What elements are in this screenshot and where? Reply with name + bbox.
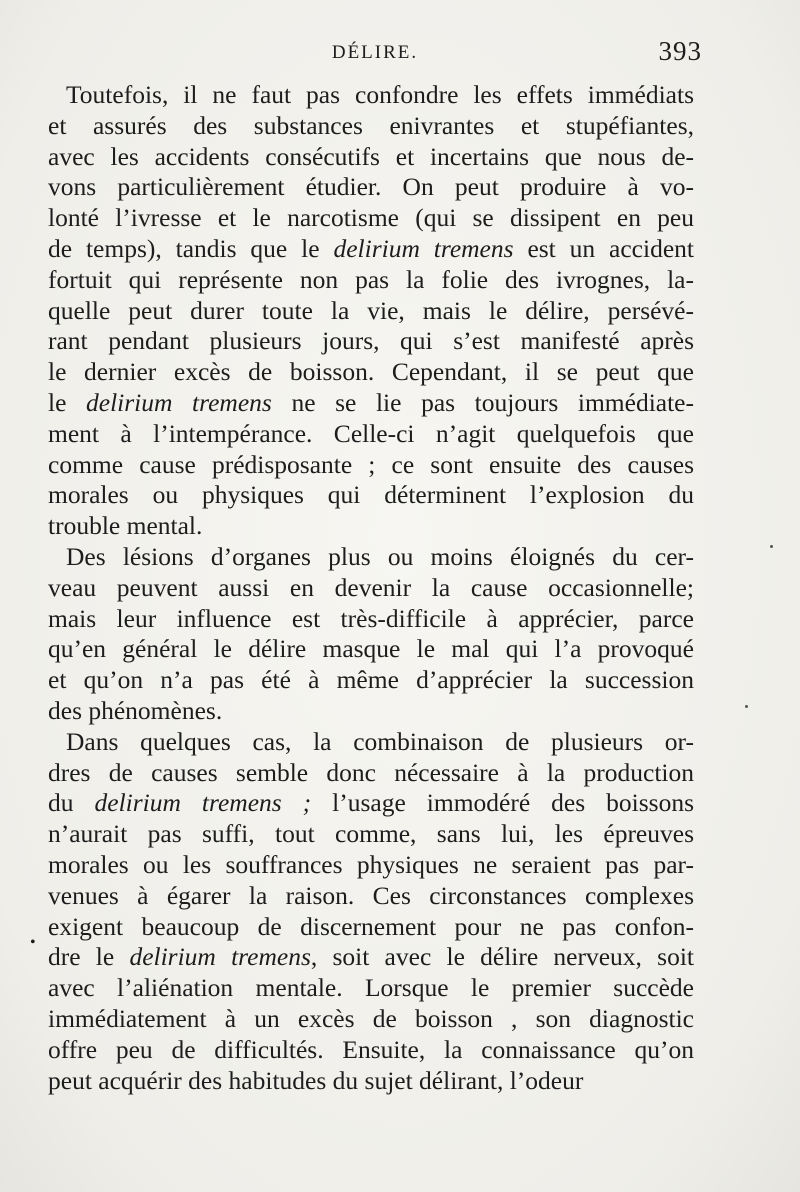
text-line xyxy=(48,850,694,881)
text-line xyxy=(48,357,694,388)
text-line xyxy=(48,419,694,450)
text-line xyxy=(48,573,694,604)
text-line xyxy=(48,1035,694,1066)
text-line xyxy=(48,296,694,327)
text-line xyxy=(48,326,694,357)
text-segment: lonté l’ivresse et le narcotisme (qui se dissipent en peu xyxy=(48,203,694,233)
text-segment: ment à l’intempérance. Celle-ci n’agit quelquefois que xyxy=(48,418,694,448)
text-segment: veau peuvent aussi en devenir la cause occasionnelle; xyxy=(48,572,694,602)
text-line xyxy=(48,450,694,481)
text-segment: n’aurait pas suffi, tout comme, sans lui, les épreuves xyxy=(48,819,694,849)
text-line xyxy=(48,788,694,819)
text-segment: avec l’aliénation mentale. Lorsque le premier succède xyxy=(48,973,694,1003)
text-segment: Des lésions d’organes plus ou moins éloignés du cer- xyxy=(66,541,694,571)
text-segment: le dernier excès de boisson. Cependant, il se peut que xyxy=(48,357,694,387)
page-header xyxy=(48,36,702,76)
italic-term: delirium tremens xyxy=(86,387,272,417)
running-head: DÉLIRE. xyxy=(331,42,419,63)
text-line xyxy=(48,80,694,111)
text-line xyxy=(48,973,694,1004)
text-segment: l’usage immodéré des boissons xyxy=(311,788,694,818)
text-line xyxy=(48,388,694,419)
text-segment: dre le xyxy=(48,942,130,972)
text-segment: quelle peut durer toute la vie, mais le délire, persévé- xyxy=(48,295,694,325)
text-segment: comme cause prédisposante ; ce sont ensuite des causes xyxy=(48,449,694,479)
text-segment: des phénomènes. xyxy=(48,695,223,725)
text-segment: fortuit qui représente non pas la folie des ivrognes, la- xyxy=(48,264,694,294)
text-segment: qu’en général le délire masque le mal qui l’a provoqué xyxy=(48,634,694,664)
text-segment: vons particulièrement étudier. On peut produire à vo- xyxy=(48,172,694,202)
text-line xyxy=(48,758,694,789)
text-line xyxy=(48,604,694,635)
text-line xyxy=(48,234,694,265)
text-line xyxy=(48,665,694,696)
text-line xyxy=(48,696,694,727)
text-segment: , soit avec le délire nerveux, soit xyxy=(310,942,694,972)
text-line xyxy=(48,480,694,511)
text-line xyxy=(48,142,694,173)
page-number: 393 xyxy=(658,36,702,66)
text-segment: est un accident xyxy=(513,233,694,263)
text-segment: ne se lie pas toujours immédiate- xyxy=(271,387,694,417)
text-line xyxy=(48,881,694,912)
text-segment: du xyxy=(48,788,95,818)
text-segment: morales ou les souffrances physiques ne seraient pas par- xyxy=(48,849,694,879)
text-line xyxy=(48,819,694,850)
text-line xyxy=(48,111,694,142)
margin-mark: • xyxy=(30,934,36,951)
ink-speck xyxy=(745,705,748,708)
text-line xyxy=(48,265,694,296)
text-segment: le xyxy=(48,387,87,417)
text-line xyxy=(48,542,694,573)
text-segment: peut acquérir des habitudes du sujet délirant, l’odeur xyxy=(48,1065,584,1095)
italic-term: delirium tremens xyxy=(333,233,514,263)
text-line xyxy=(48,634,694,665)
text-segment: Toutefois, il ne faut pas confondre les effets immédiats xyxy=(66,80,694,109)
text-segment: morales ou physiques qui déterminent l’explosion du xyxy=(48,480,694,510)
text-segment: avec les accidents consécutifs et incertains que nous de- xyxy=(48,141,694,171)
text-segment: mais leur influence est très-difficile à apprécier, parce xyxy=(48,603,694,633)
text-segment: rant pendant plusieurs jours, qui s’est manifesté après xyxy=(48,326,694,356)
text-segment: trouble mental. xyxy=(48,511,203,541)
paragraph xyxy=(48,80,694,542)
text-segment: et assurés des substances enivrantes et stupéfiantes, xyxy=(48,110,694,140)
ink-speck xyxy=(770,545,773,548)
body-text xyxy=(48,80,694,1096)
text-segment: Dans quelques cas, la combinaison de plusieurs or- xyxy=(66,726,694,756)
text-line xyxy=(48,727,694,758)
text-line xyxy=(48,912,694,943)
text-line xyxy=(48,511,694,542)
text-segment: venues à égarer la raison. Ces circonstances complexes xyxy=(48,880,694,910)
text-segment: dres de causes semble donc nécessaire à la production xyxy=(48,757,694,787)
paragraph xyxy=(48,727,694,1097)
text-segment: exigent beaucoup de discernement pour ne pas confon- xyxy=(48,911,694,941)
italic-term: delirium tremens xyxy=(129,942,311,972)
italic-term: delirium tremens ; xyxy=(94,788,312,818)
text-line xyxy=(48,203,694,234)
paragraph xyxy=(48,542,694,727)
text-segment: immédiatement à un excès de boisson , son diagnostic xyxy=(48,1003,694,1033)
text-line xyxy=(48,1066,694,1097)
text-segment: de temps), tandis que le xyxy=(48,233,334,263)
text-segment: offre peu de difficultés. Ensuite, la connaissance qu’on xyxy=(48,1034,694,1064)
text-line xyxy=(48,1004,694,1035)
text-line xyxy=(48,172,694,203)
text-line xyxy=(48,942,694,973)
text-segment: et qu’on n’a pas été à même d’apprécier la succession xyxy=(48,665,694,695)
